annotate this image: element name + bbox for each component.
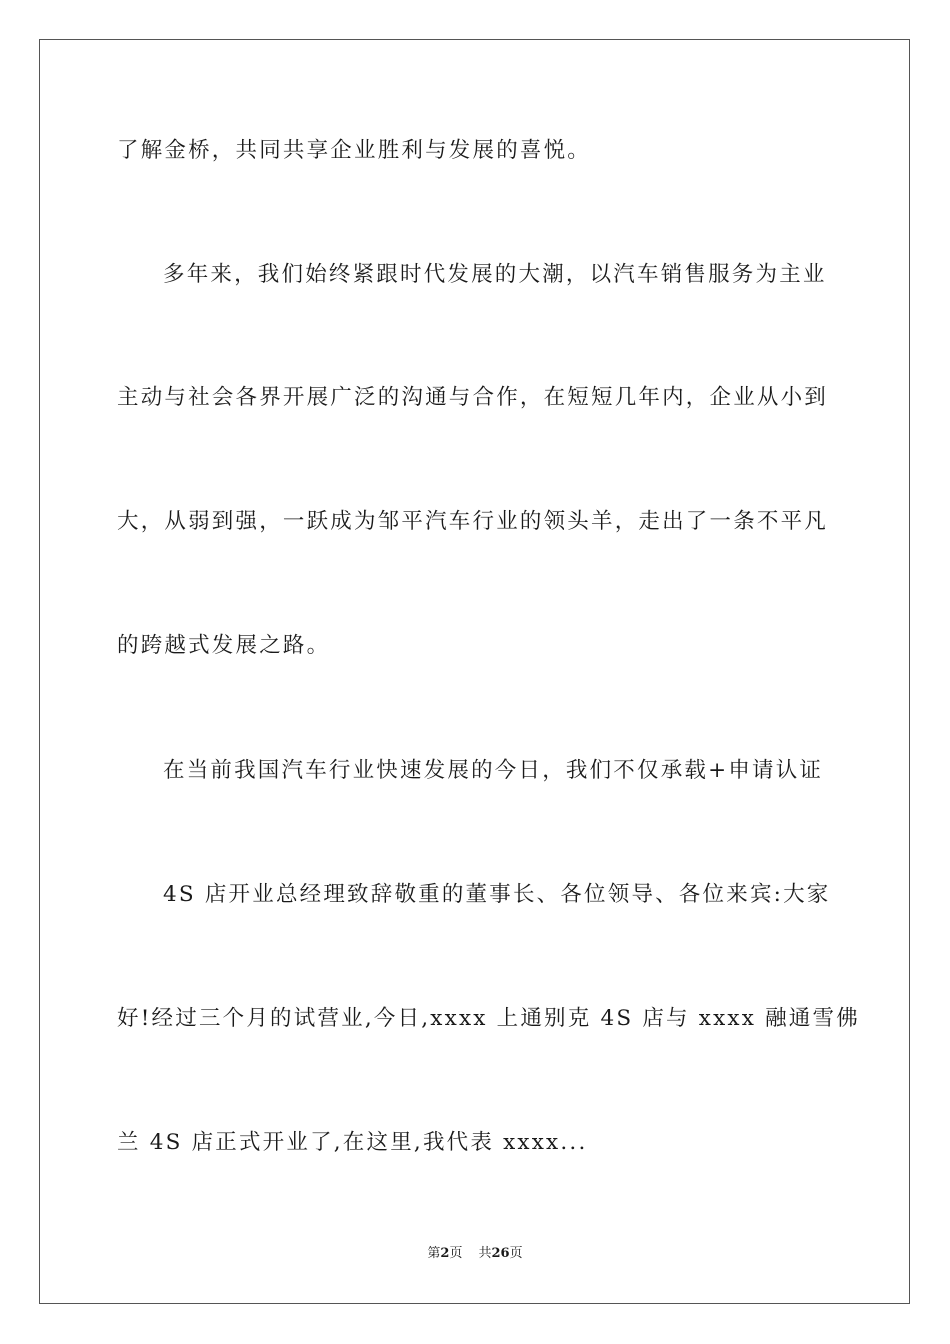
page-prefix: 第: [427, 1246, 441, 1261]
paragraph-line-4: 大，从弱到强，一跃成为邹平汽车行业的领头羊，走出了一条不平凡: [117, 509, 829, 534]
paragraph-line-6: 在当前我国汽车行业快速发展的今日，我们不仅承载+申请认证: [163, 758, 824, 783]
page-suffix: 页: [449, 1246, 463, 1261]
paragraph-line-9: 兰 4S 店正式开业了,在这里,我代表 xxxx...: [117, 1130, 588, 1155]
paragraph-line-2: 多年来，我们始终紧跟时代发展的大潮，以汽车销售服务为主业: [163, 262, 827, 287]
paragraph-line-5: 的跨越式发展之路。: [117, 633, 331, 658]
total-suffix: 页: [509, 1246, 523, 1261]
page-border: [39, 39, 910, 1304]
paragraph-line-3: 主动与社会各界开展广泛的沟通与合作，在短短几年内，企业从小到: [117, 385, 829, 410]
paragraph-line-1: 了解金桥，共同共享企业胜利与发展的喜悦。: [117, 138, 592, 163]
paragraph-line-7: 4S 店开业总经理致辞敬重的董事长、各位领导、各位来宾:大家: [163, 882, 831, 907]
page-number: 2: [440, 1246, 450, 1261]
total-pages: 26: [491, 1246, 510, 1261]
paragraph-line-8: 好!经过三个月的试营业,今日,xxxx 上通别克 4S 店与 xxxx 融通雪佛: [117, 1006, 860, 1031]
page-footer: [0, 1245, 950, 1263]
total-prefix: 共: [478, 1246, 492, 1261]
